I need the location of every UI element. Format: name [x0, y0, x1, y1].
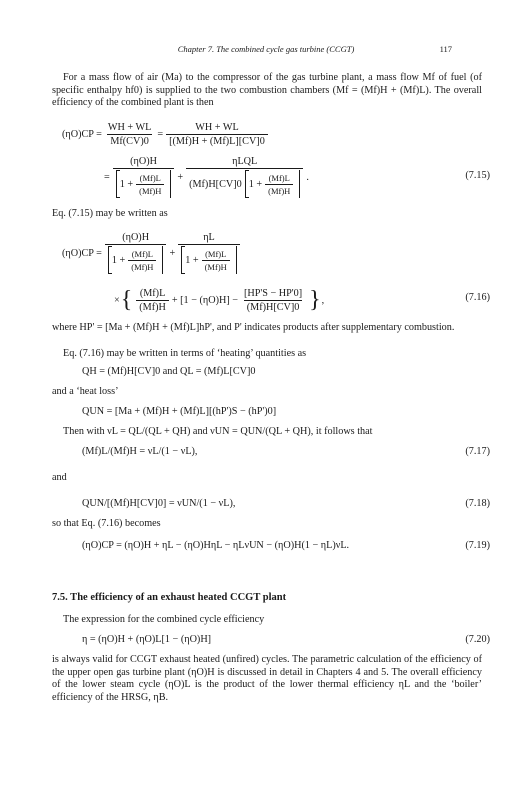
equation-number: (7.16): [465, 292, 490, 303]
equation-7-16-line1: [52, 226, 490, 280]
paragraph-then: Then with νL = QL/(QL + QH) and νUN = QUN/(QL + QH), it follows that: [63, 426, 373, 437]
equation-heating: QH = (Mf)H[CV]0 and QL = (Mf)L[CV]0: [82, 366, 256, 377]
paragraph-becomes: so that Eq. (7.16) becomes: [52, 518, 161, 529]
left-brace-symbol: {: [120, 287, 133, 313]
eq-expression: (ηO)CP = (ηO)H + ηL − (ηO)HηL − ηLνUN − (ηO)H(1 − ηL)νL.: [82, 540, 350, 551]
paragraph-intro: For a mass flow of air (Ma) to the compressor of the gas turbine plant, a mass flow Mf of fuel (of specific enthalpy hf0) is supplied to the two combustion chambers (Mf = (Mf)H + (Mf)L). The overall efficiency of the combined plant is then: [52, 72, 482, 109]
eq-denominator: [(Mf)H + (Mf)L][CV]0: [166, 134, 268, 147]
equation-7-19: [52, 540, 490, 554]
eq-punct: .: [306, 171, 309, 183]
eq-equals: =: [157, 128, 164, 140]
eq-numerator: [HP'S − HP'0]: [244, 287, 303, 299]
equation-number: (7.17): [465, 446, 490, 457]
eq-term: 1 +: [111, 254, 126, 266]
eq-term: 1 +: [185, 254, 199, 266]
eq-lhs: (ηO)CP =: [62, 247, 102, 259]
eq-term: (Mf)H[CV]0: [189, 178, 242, 190]
eq-numerator: WH + WL: [195, 121, 239, 133]
equation-number: (7.19): [465, 540, 490, 551]
paragraph-where: where HP' = [Ma + (Mf)H + (Mf)L]hP', and P' indicates products after supplementary combustion.: [52, 322, 455, 333]
eq-denominator: (Mf)H: [128, 260, 156, 272]
paragraph-expression: The expression for the combined cycle efficiency: [63, 614, 265, 625]
eq-expression: (Mf)L/(Mf)H = νL/(1 − νL),: [82, 446, 198, 457]
equation-7-17: [52, 446, 490, 460]
paragraph-heat-loss: and a ‘heat loss’: [52, 386, 119, 397]
chapter-title: Chapter 7. The combined cycle gas turbine (CCGT): [177, 44, 355, 54]
eq-denominator: (Mf)H: [136, 300, 169, 313]
eq-numerator: (ηO)H: [130, 156, 157, 167]
eq-denominator: (Mf)H: [202, 260, 230, 272]
equation-number: (7.18): [465, 498, 490, 509]
eq-lhs: (ηO)CP =: [62, 128, 102, 140]
right-brace-symbol: }: [309, 287, 321, 313]
eq-numerator: WH + WL: [107, 121, 152, 133]
paragraph-valid: is always valid for CCGT exhaust heated (unfired) cycles. The parametric calculation of the efficiency of the upper open gas turbine plant (ηO)H is discussed in detail in Chapters 4 and 5. The overall efficiency of the lower steam cycle (ηO)L is the product of the lower thermal efficiency ηL and the ‘boiler’ efficiency of the HRSG, ηB.: [52, 654, 482, 703]
eq-numerator: (Mf)L: [131, 248, 153, 259]
equation-heat-loss: QUN = [Ma + (Mf)H + (Mf)L][(hP')S − (hP')0]: [82, 406, 277, 417]
eq-term: 1 +: [248, 178, 263, 190]
eq-numerator: ηL: [203, 232, 215, 243]
eq-expression: η = (ηO)H + (ηO)L[1 − (ηO)H]: [82, 634, 212, 645]
equation-7-18: [52, 498, 490, 512]
eq-numerator: ηLQL: [232, 156, 258, 167]
equation-number: (7.15): [465, 170, 490, 181]
eq-denominator: (Mf)H[CV]0: [244, 300, 303, 313]
eq-times: ×: [114, 294, 120, 306]
eq-numerator: (Mf)L: [139, 287, 166, 299]
paragraph-heating: Eq. (7.16) may be written in terms of ‘heating’ quantities as: [63, 348, 307, 359]
eq-numerator: (Mf)L: [205, 248, 227, 259]
equation-7-16-line2: [52, 282, 490, 318]
eq-expression: QUN/[(Mf)H[CV]0] = νUN/(1 − νL),: [82, 498, 236, 509]
eq-numerator: (Mf)L: [268, 172, 290, 183]
eq-term: + [1 − (ηO)H] −: [171, 294, 239, 306]
equation-7-20: [52, 634, 490, 648]
eq-numerator: (ηO)H: [122, 232, 150, 243]
eq-punct: ,: [321, 294, 325, 306]
eq-numerator: (Mf)L: [139, 172, 161, 183]
eq-denominator: Mf(CV)0: [107, 134, 151, 147]
eq-equals: =: [104, 171, 110, 183]
eq-term: 1 +: [119, 178, 134, 190]
section-heading: 7.5. The efficiency of an exhaust heated CCGT plant: [52, 592, 287, 603]
word-and: and: [52, 472, 67, 483]
paragraph-rewrite: Eq. (7.15) may be written as: [52, 208, 168, 219]
eq-plus: +: [177, 171, 184, 183]
equation-7-15-line2: [52, 152, 490, 202]
eq-denominator: (Mf)H: [136, 184, 164, 196]
page-number: 117: [439, 44, 452, 54]
equation-number: (7.20): [465, 634, 490, 645]
eq-plus: +: [169, 247, 176, 259]
eq-denominator: (Mf)H: [265, 184, 293, 196]
equation-7-15-line1: [52, 118, 490, 150]
